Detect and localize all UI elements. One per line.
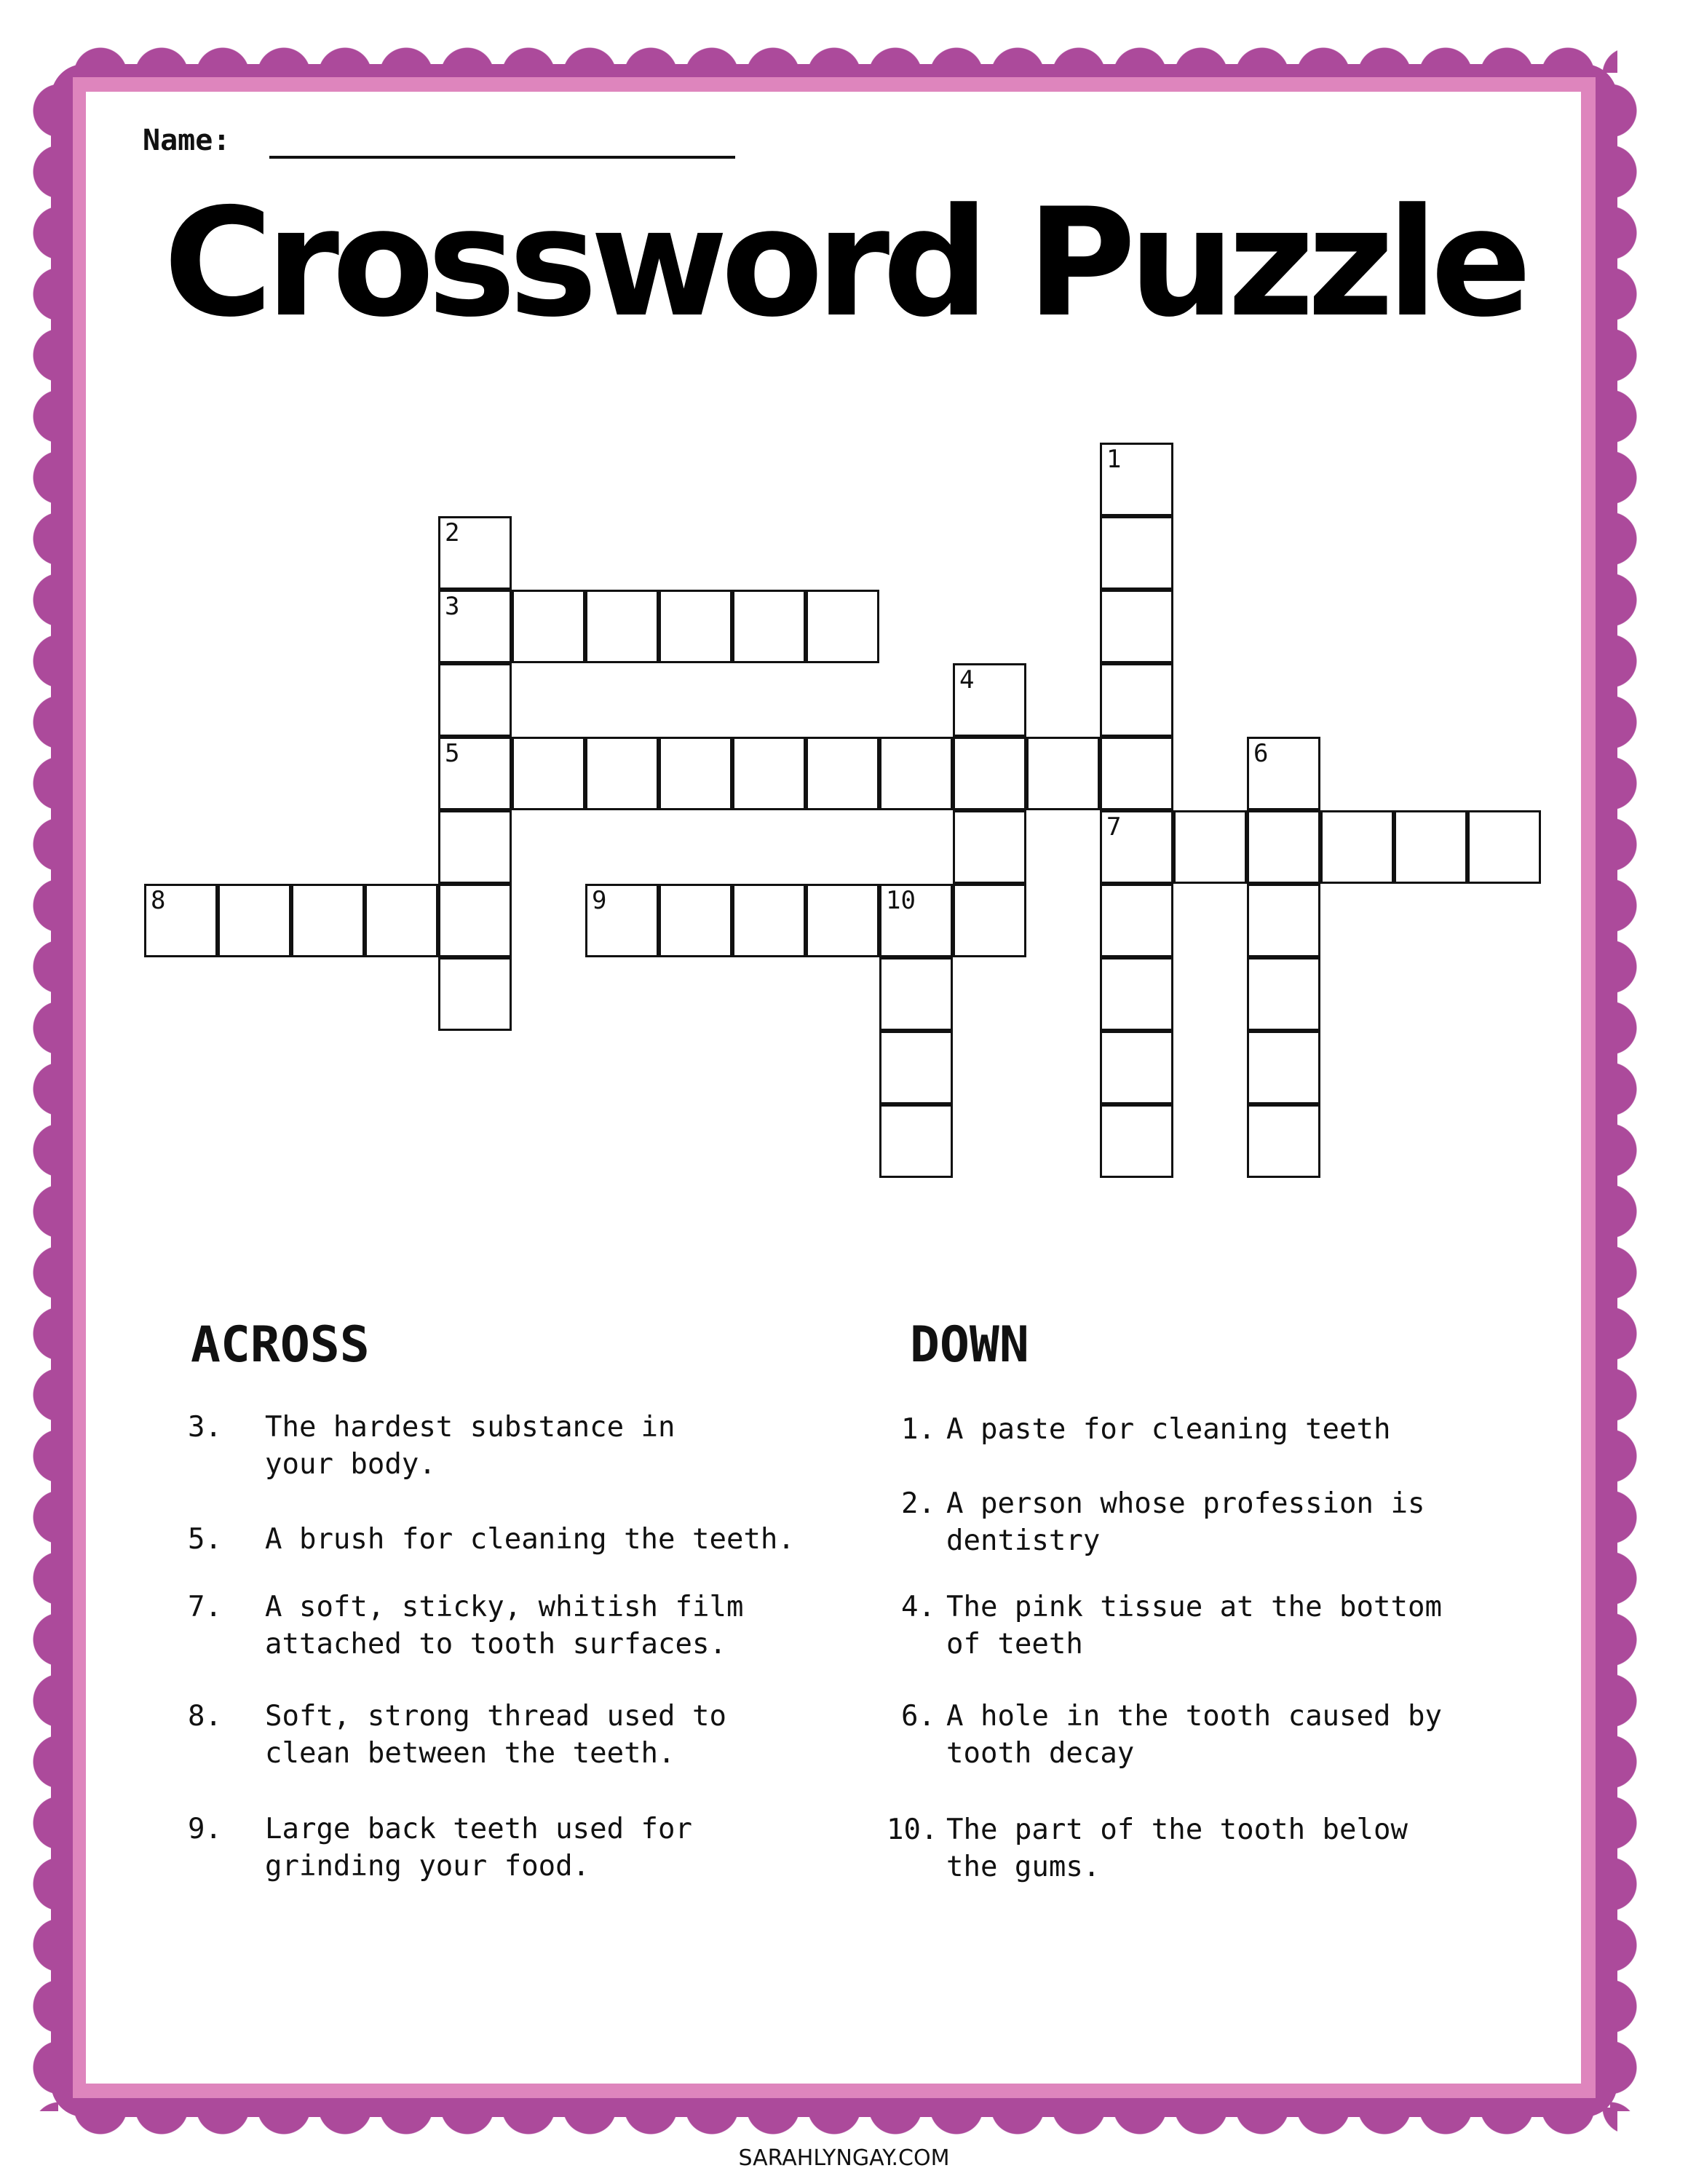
crossword-cell[interactable] [512,737,585,810]
name-label: Name: [143,124,231,157]
clue-text: The hardest substance in your body. [265,1411,675,1481]
crossword-cell[interactable] [585,884,659,957]
clue-number: 8. [188,1700,222,1733]
crossword-cell[interactable] [1100,516,1173,590]
crossword-cell[interactable] [438,884,512,957]
crossword-cell[interactable] [291,884,365,957]
crossword-cell[interactable] [879,1104,953,1178]
crossword-cell[interactable] [585,590,659,663]
crossword-cell[interactable] [1100,810,1173,884]
crossword-cell[interactable] [1394,810,1467,884]
site-credit: SARAHLYNGAY.COM [738,2145,950,2171]
crossword-cell[interactable] [1247,1031,1320,1104]
clue-number: 4. [901,1591,935,1623]
cell-number: 10 [886,886,916,915]
crossword-cell[interactable] [732,590,806,663]
clue-text: A brush for cleaning the teeth. [265,1523,795,1556]
cell-number: 3 [445,592,460,621]
crossword-cell[interactable] [1100,1031,1173,1104]
crossword-cell[interactable] [1247,957,1320,1031]
crossword-cell[interactable] [585,737,659,810]
crossword-cell[interactable] [806,737,879,810]
crossword-cell[interactable] [953,884,1026,957]
clue-text: Soft, strong thread used to clean between the teeth. [265,1700,726,1770]
crossword-cell[interactable] [732,737,806,810]
page-title: Crossword Puzzle [163,177,1525,350]
crossword-cell[interactable] [1173,810,1247,884]
cell-number: 9 [592,886,607,915]
crossword-cell[interactable] [1100,737,1173,810]
crossword-cell[interactable] [659,884,732,957]
crossword-cell[interactable] [144,884,218,957]
crossword-cell[interactable] [1247,810,1320,884]
across-heading: ACROSS [191,1316,370,1374]
crossword-cell[interactable] [953,737,1026,810]
crossword-cell[interactable] [879,1031,953,1104]
clue-number: 10. [887,1813,938,1846]
crossword-cell[interactable] [438,737,512,810]
crossword-cell[interactable] [1100,957,1173,1031]
cell-number: 7 [1106,812,1122,842]
crossword-cell[interactable] [1320,810,1394,884]
cell-number: 6 [1253,739,1269,768]
crossword-cell[interactable] [1100,443,1173,516]
crossword-cell[interactable] [1100,590,1173,663]
crossword-cell[interactable] [806,590,879,663]
cell-number: 4 [959,665,975,695]
crossword-cell[interactable] [659,590,732,663]
clue-number: 6. [901,1700,935,1733]
cell-number: 2 [445,518,460,547]
crossword-cell[interactable] [953,663,1026,737]
crossword-cell[interactable] [806,884,879,957]
clue-number: 2. [901,1487,935,1520]
clue-text: The pink tissue at the bottom of teeth [946,1591,1442,1661]
crossword-cell[interactable] [1100,884,1173,957]
clue-text: Large back teeth used for grinding your food. [265,1813,692,1883]
crossword-cell[interactable] [659,737,732,810]
crossword-cell[interactable] [438,590,512,663]
crossword-cell[interactable] [438,957,512,1031]
cell-number: 8 [151,886,166,915]
clue-text: A person whose profession is dentistry [946,1487,1425,1557]
down-heading: DOWN [910,1316,1029,1374]
clue-text: A paste for cleaning teeth [946,1413,1391,1446]
cell-number: 5 [445,739,460,768]
crossword-cell[interactable] [879,737,953,810]
clue-number: 7. [188,1591,222,1623]
clue-number: 1. [901,1413,935,1446]
crossword-cell[interactable] [1467,810,1541,884]
crossword-cell[interactable] [365,884,438,957]
clue-text: The part of the tooth below the gums. [946,1813,1408,1883]
crossword-cell[interactable] [953,810,1026,884]
crossword-cell[interactable] [438,516,512,590]
clue-text: A soft, sticky, whitish film attached to tooth surfaces. [265,1591,744,1661]
cell-number: 1 [1106,445,1122,474]
crossword-cell[interactable] [1026,737,1100,810]
crossword-cell[interactable] [1247,737,1320,810]
crossword-cell[interactable] [1100,663,1173,737]
crossword-cell[interactable] [218,884,291,957]
crossword-cell[interactable] [1247,1104,1320,1178]
crossword-cell[interactable] [879,957,953,1031]
crossword-cell[interactable] [1247,884,1320,957]
crossword-cell[interactable] [512,590,585,663]
crossword-cell[interactable] [438,663,512,737]
clue-text: A hole in the tooth caused by tooth decay [946,1700,1442,1770]
crossword-cell[interactable] [879,884,953,957]
clue-number: 3. [188,1411,222,1444]
clue-number: 9. [188,1813,222,1845]
crossword-cell[interactable] [438,810,512,884]
crossword-cell[interactable] [732,884,806,957]
clue-number: 5. [188,1523,222,1556]
crossword-cell[interactable] [1100,1104,1173,1178]
